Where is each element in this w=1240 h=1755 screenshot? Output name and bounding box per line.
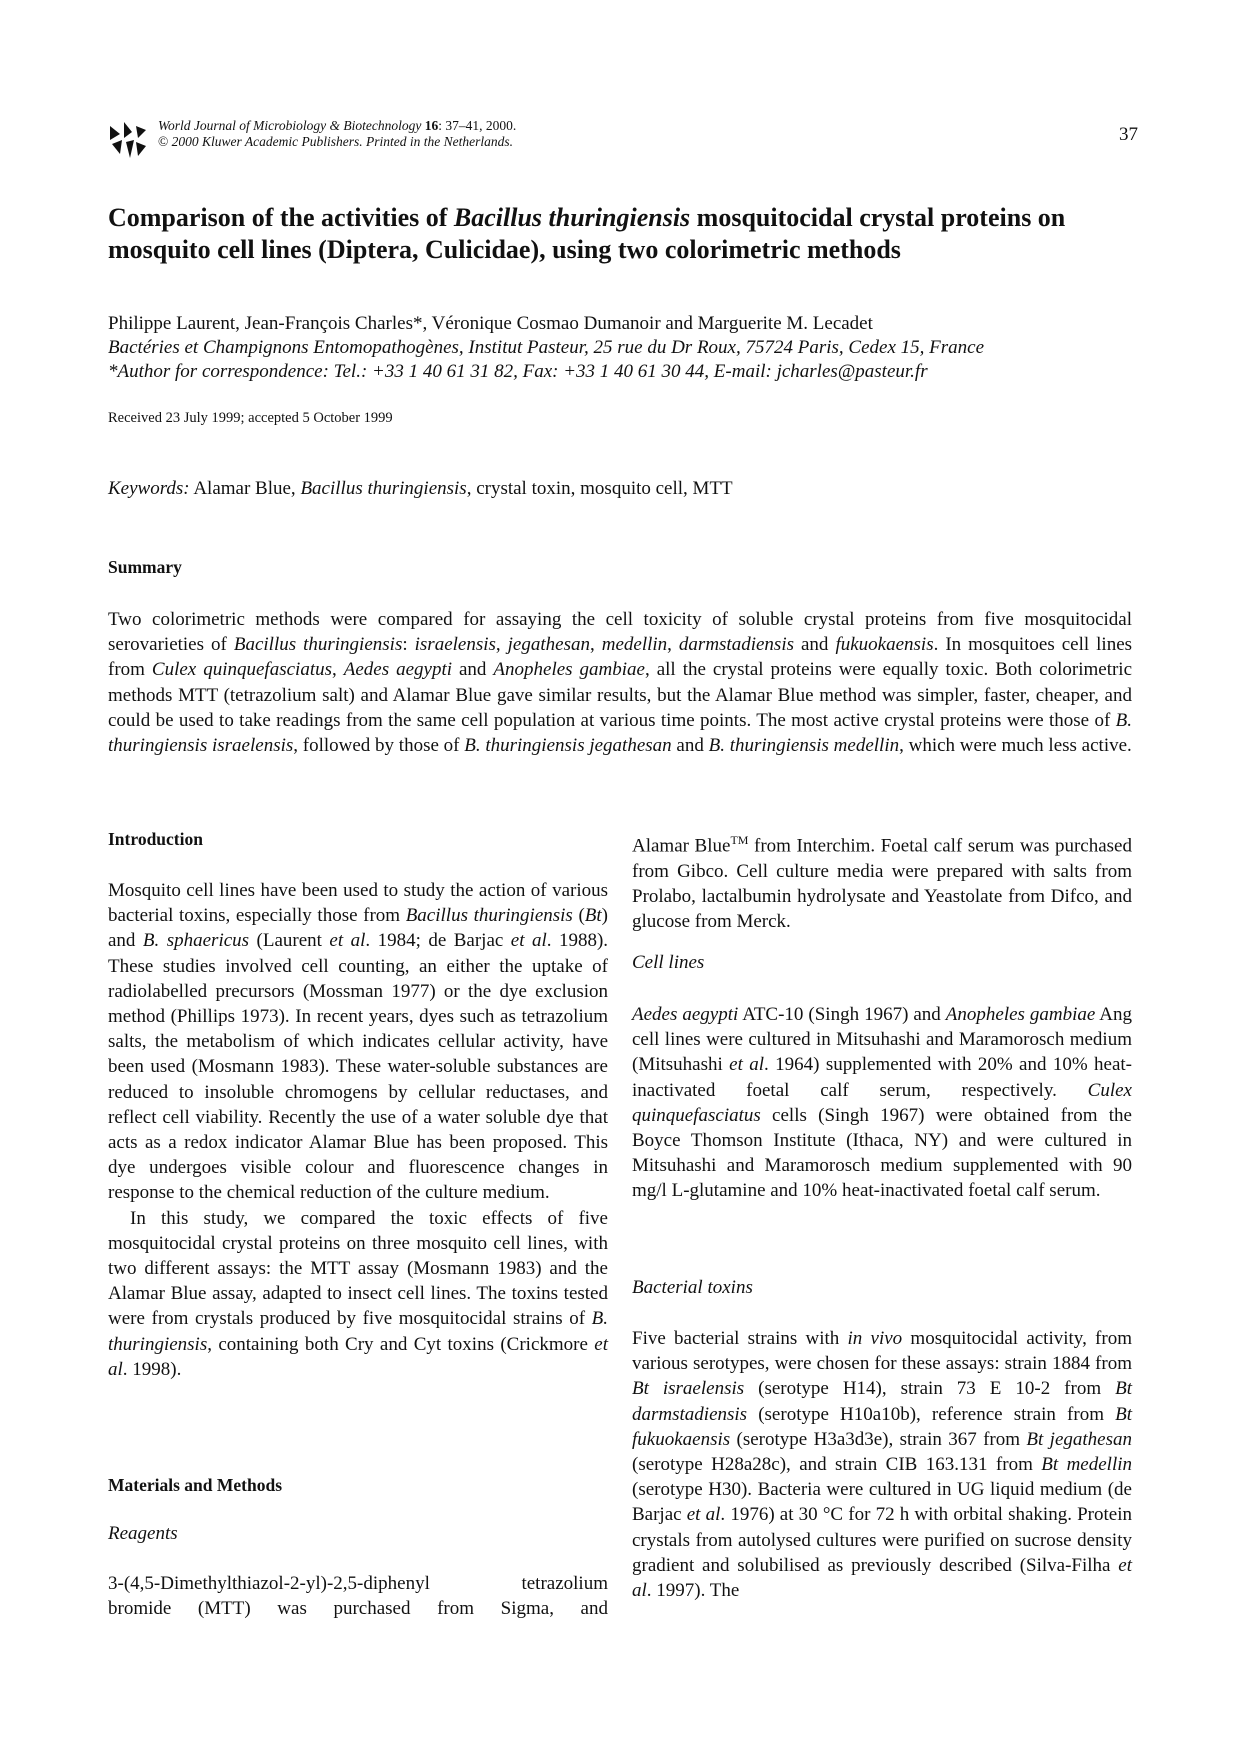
- keywords-line: Keywords: Alamar Blue, Bacillus thuringiensis, crystal toxin, mosquito cell, MTT: [108, 478, 733, 499]
- journal-citation: [158, 118, 516, 150]
- publisher-logo-icon: [108, 120, 148, 160]
- author-block: [108, 312, 1148, 384]
- page-header: [108, 118, 1138, 162]
- author-names: Philippe Laurent, Jean-François Charles*, Véronique Cosmao Dumanoir and Marguerite M. Lecadet: [108, 313, 873, 334]
- article-title: Comparison of the activities of Bacillus thuringiensis mosquitocidal crystal proteins on mosquito cell lines (Diptera, Culicidae), using two colorimetric methods: [108, 203, 1066, 264]
- copyright-line: © 2000 Kluwer Academic Publishers. Printed in the Netherlands.: [158, 134, 513, 149]
- reagents-paragraph-continued: Alamar Blue™ from Interchim. Foetal calf serum was purchased from Gibco. Cell culture media were prepared with salts from Prolabo, lactalbumin hydrolysate and Yeastolate from Difco, and glucose from Merck.: [632, 833, 1132, 932]
- reagents-line-1a: 3-(4,5-Dimethylthiazol-2-yl)-2,5-diphenyl: [108, 1573, 430, 1594]
- correspondence-line: *Author for correspondence: Tel.: +33 1 40 61 31 82, Fax: +33 1 40 61 30 44, E-mail: jcharles@pasteur.fr: [108, 361, 928, 382]
- journal-line: World Journal of Microbiology & Biotechnology 16: 37–41, 2000.: [158, 118, 517, 133]
- reagents-line-1b: tetrazolium: [521, 1573, 608, 1594]
- bacterial-toxins-body: [632, 1326, 1132, 1603]
- materials-methods-heading: Materials and Methods: [108, 1475, 283, 1495]
- bacterial-toxins-heading: Bacterial toxins: [632, 1277, 753, 1298]
- reagents-continued: [632, 828, 1132, 934]
- reagents-line-2: bromide (MTT) was purchased from Sigma, and: [108, 1598, 608, 1619]
- introduction-paragraph-2: In this study, we compared the toxic effects of five mosquitocidal crystal proteins on three mosquito cell lines, with two different assays: the MTT assay (Mosmann 1983) and the Alamar Blue assay, adapted to insect cell lines. The toxins tested were from crystals produced by five mosquitocidal strains of B. thuringiensis, containing both Cry and Cyt toxins (Crickmore et al. 1998).: [108, 1207, 608, 1380]
- summary-paragraph: Two colorimetric methods were compared for assaying the cell toxicity of soluble crystal proteins from five mosquitocidal serovarieties of Bacillus thuringiensis: israelensis, jegathesan, medellin, darmstadiensis and fukuokaensis. In mosquitoes cell lines from Culex quinquefasciatus, Aedes aegypti and Anopheles gambiae, all the crystal proteins were equally toxic. Both colorimetric methods MTT (tetrazolium salt) and Alamar Blue gave similar results, but the Alamar Blue method was simpler, faster, cheaper, and could be used to take readings from the same cell population at various time points. The most active crystal proteins were those of B. thuringiensis israelensis, followed by those of B. thuringiensis jegathesan and B. thuringiensis medellin, which were much less active.: [108, 609, 1133, 757]
- cell-lines-paragraph: Aedes aegypti ATC-10 (Singh 1967) and Anopheles gambiae Ang cell lines were cultured in Mitsuhashi and Maramorosch medium (Mitsuhashi et al. 1964) supplemented with 20% and 10% heat-inactivated foetal calf serum, respectively. Culex quinquefasciatus cells (Singh 1967) were obtained from the Boyce Thomson Institute (Ithaca, NY) and were cultured in Mitsuhashi and Maramorosch medium supplemented with 90 mg/l L-glutamine and 10% heat-inactivated foetal calf serum.: [632, 1004, 1133, 1202]
- summary-heading: Summary: [108, 557, 182, 577]
- author-affiliation: Bactéries et Champignons Entomopathogènes, Institut Pasteur, 25 rue du Dr Roux, 75724 Paris, Cedex 15, France: [108, 337, 985, 358]
- introduction-heading: Introduction: [108, 829, 203, 849]
- page-number: 37: [1119, 124, 1138, 145]
- introduction-body: [108, 878, 608, 1382]
- cell-lines-body: [632, 1002, 1132, 1204]
- received-dates: Received 23 July 1999; accepted 5 October 1999: [108, 410, 393, 426]
- bacterial-toxins-paragraph: Five bacterial strains with in vivo mosquitocidal activity, from various serotypes, were chosen for these assays: strain 1884 from Bt israelensis (serotype H14), strain 73 E 10-2 from Bt darmstadiensis (serotype H10a10b), reference strain from Bt fukuokaensis (serotype H3a3d3e), strain 367 from Bt jegathesan (serotype H28a28c), and strain CIB 163.131 from Bt medellin (serotype H30). Bacteria were cultured in UG liquid medium (de Barjac et al. 1976) at 30 °C for 72 h with orbital shaking. Protein crystals from autolysed cultures were purified on sucrose density gradient and solubilised as previously described (Silva-Filha et al. 1997). The: [632, 1328, 1133, 1602]
- cell-lines-heading: Cell lines: [632, 952, 705, 973]
- introduction-paragraph-1: Mosquito cell lines have been used to study the action of various bacterial toxins, especially those from Bacillus thuringiensis (Bt) and B. sphaericus (Laurent et al. 1984; de Barjac et al. 1988). These studies involved cell counting, an either the uptake of radiolabelled precursors (Mossman 1977) or the dye exclusion method (Phillips 1973). In recent years, dyes such as tetrazolium salts, the metabolism of which indicates cellular activity, have been used (Mosmann 1983). These water-soluble substances are reduced to insoluble chromogens by cellular reductases, and reflect cell viability. Recently the use of a water soluble dye that acts as a redox indicator Alamar Blue has been proposed. This dye undergoes visible colour and fluorescence changes in response to the chemical reduction of the culture medium.: [108, 880, 609, 1204]
- reagents-heading: Reagents: [108, 1523, 178, 1544]
